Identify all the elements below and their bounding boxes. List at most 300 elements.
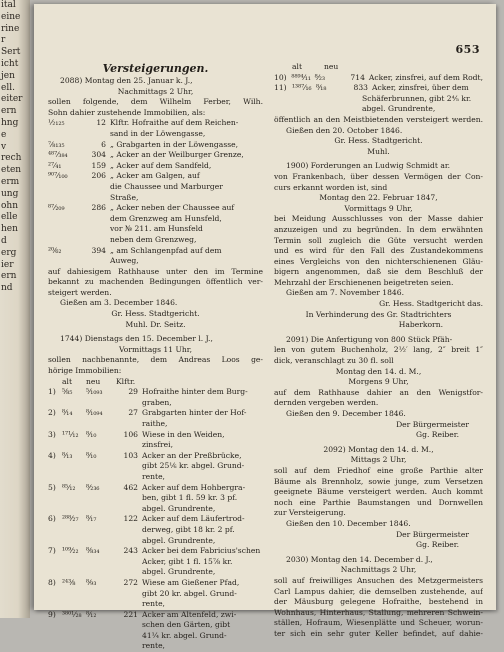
lot-area: 304 — [91, 150, 106, 160]
lot-old-parcel — [62, 398, 86, 409]
lot-old-parcel — [62, 631, 86, 642]
lot-row — [48, 610, 263, 621]
lot-area: 12 — [96, 118, 106, 128]
lot-table-header-cont — [274, 62, 483, 73]
page-number: 653 — [455, 43, 480, 56]
lot-row — [274, 73, 483, 84]
notice-2091-text: len von gutem Buchenholz, 2½′ lang, 2″ breit 1″ — [274, 345, 483, 355]
header-klafter: Klftr. — [116, 376, 136, 386]
lot-area — [116, 557, 142, 568]
edge-word: rech — [1, 153, 22, 164]
lot-list-loos — [48, 387, 263, 652]
lot-description: graben, — [142, 397, 172, 407]
lot-old-parcel — [62, 472, 86, 483]
edge-word: d — [1, 235, 7, 246]
lot-area: 394 — [91, 245, 106, 255]
lot-row — [48, 536, 263, 547]
lot-description: „ Acker an der Weilburger Grenze, — [110, 150, 244, 160]
lot-description: Straße, — [110, 192, 139, 202]
lot-new-parcel: ⁸⁄₁₀₉₄ — [86, 408, 103, 418]
notice-2092-text: geeignete Bäume versteigert werden. Auch kommt — [274, 487, 483, 497]
notice-2030-time: Nachmittags 2 Uhr, — [340, 565, 417, 575]
lot-number — [48, 641, 62, 652]
notice-1744-text: sollen nachbenannte, dem Andreas Loos ge- — [48, 355, 263, 365]
notice-2088-text: bekannt zu machenden Bedingungen öffentlich ver- — [48, 277, 263, 287]
lot-new-parcel — [86, 557, 116, 568]
lot-new-parcel: ⁸⁄₉₃ — [86, 577, 97, 587]
lot-description: 41¼ kr. abgel. Grund- — [142, 630, 227, 640]
lot-area — [84, 235, 110, 246]
lot-area — [116, 493, 142, 504]
edge-word: eten — [1, 165, 22, 176]
lot-row — [48, 246, 263, 257]
lot-row — [48, 546, 263, 557]
lot-row — [48, 430, 263, 441]
lot-new-parcel — [86, 567, 116, 578]
lot-cont-text: abgel. Grundrente, — [362, 104, 436, 114]
signature-note: In Verhinderung des Gr. Stadtrichters — [305, 309, 452, 319]
lot-area — [116, 536, 142, 547]
lot-old-parcel — [62, 536, 86, 547]
notice-1900-heading: 1900) Forderungen an Ludwig Schmidt ar. — [286, 161, 451, 171]
lot-new-parcel — [86, 419, 116, 430]
lot-number: 2) — [48, 408, 56, 418]
lot-row — [48, 150, 263, 161]
signature-names: Gg. Reiber. — [416, 540, 459, 550]
notice-2092-text: soll auf dem Friedhof eine große Parthie alter — [274, 465, 483, 475]
notice-1900-text: anzuzeigen und zu begründen. In dem erwähnten — [274, 224, 483, 234]
lot-old-parcel: ¹⁷¹⁄₁₂ — [62, 429, 79, 439]
lot-description: „ Acker neben der Chaussee auf — [110, 203, 235, 213]
lot-row — [274, 83, 483, 94]
notice-2091-heading: 2091) Die Anfertigung von 800 Stück Pfäh- — [286, 334, 453, 344]
lot-description: „ Acker auf dem Sandfeld, — [110, 160, 212, 170]
lot-new-parcel — [86, 536, 116, 547]
edge-word: jen — [1, 70, 15, 81]
lot-parcel-number — [48, 182, 84, 193]
section-title: Versteigerungen. — [102, 62, 209, 75]
lot-area: 462 — [123, 482, 138, 492]
lot-row — [48, 419, 263, 430]
lot-description: rente, — [142, 471, 165, 481]
notice-1900-text: und es wird für den Fall des Zustandekommens — [274, 246, 483, 256]
lot-old-parcel — [62, 620, 86, 631]
lot-old-parcel: ²⁸⁸⁄₂₇ — [62, 514, 79, 524]
lot-description: dem Grenzweg am Hunsfeld, — [110, 213, 222, 223]
lot-number: 11) — [274, 83, 287, 93]
lot-area: 243 — [123, 546, 138, 556]
signature-names: Muhl. Dr. Seitz. — [125, 319, 186, 329]
lot-row — [48, 408, 263, 419]
notice-2030-text: ter sich ein sehr guter Keller befindet, auf dahie- — [274, 628, 483, 638]
lot-row — [48, 171, 263, 182]
lot-row — [48, 203, 263, 214]
lot-description: derweg, gibt 18 kr. 2 pf. — [142, 524, 235, 534]
lot-area: 833 — [353, 83, 368, 93]
notice-1900-text: eines Vergleichs von den nichterschienenen Gläu- — [274, 256, 483, 266]
notice-1900-place-date: Gießen am 7. November 1846. — [286, 288, 404, 298]
lot-parcel-number: ²⁷⁄₄₁ — [48, 160, 62, 170]
notice-2030-text: der Mäusburg gelegene Hofraithe, bestehend in — [274, 597, 483, 607]
notice-2030-text: soll auf freiwilliges Ansuchen des Metzgermeisters — [274, 575, 483, 585]
lot-old-parcel: ³⁸⁰¹⁄₂₈ — [62, 609, 82, 619]
lot-area — [84, 224, 110, 235]
notice-2092-time: Mittags 2 Uhr, — [350, 455, 407, 465]
signature-names: Gg. Reiber. — [416, 430, 459, 440]
lot-area — [116, 525, 142, 536]
lot-number: 5) — [48, 482, 56, 492]
lot-description: raithe, — [142, 419, 168, 428]
signature-names: Muhl. — [367, 146, 390, 156]
lot-new-parcel — [86, 631, 116, 642]
lot-row — [48, 620, 263, 631]
lot-row — [48, 461, 263, 472]
lot-area — [116, 461, 142, 472]
lot-row — [48, 451, 263, 462]
lot-row — [48, 472, 263, 483]
lot-old-parcel — [62, 493, 86, 504]
lot-area: 714 — [350, 72, 365, 82]
notice-2088-heading: 2088) Montag den 25. Januar k. J., — [60, 76, 193, 85]
edge-word: eine — [1, 11, 21, 22]
lot-row — [48, 631, 263, 642]
lot-row — [48, 235, 263, 246]
notice-1900-text: bigern angenommen, daß sie dem Beschluß der — [274, 267, 483, 277]
notice-1744-time: Vormittags 11 Uhr, — [119, 344, 192, 354]
lot-new-parcel — [86, 525, 116, 536]
lot-new-parcel: ⁵⁄₁₀₉₃ — [86, 387, 103, 397]
lot-description: abgel. Grundrente, — [142, 567, 216, 577]
lot-number — [48, 493, 62, 504]
lot-old-parcel — [62, 419, 86, 430]
lot-number — [48, 536, 62, 547]
lot-row — [48, 493, 263, 504]
lot-number — [48, 620, 62, 631]
lot-parcel-number: ⁹⁰⁷⁄₁₀₀ — [48, 171, 68, 181]
lot-new-parcel — [86, 641, 116, 652]
notice-2091-text: dernden vergeben werden. — [274, 398, 379, 408]
notice-1900-text: von Frankenbach, über dessen Vermögen der Con- — [274, 171, 483, 181]
edge-word: rine — [1, 23, 20, 34]
lot-row — [48, 161, 263, 172]
lot-list-loos-cont — [274, 73, 483, 94]
lot-area — [116, 599, 142, 610]
notice-2088-time: Nachmittags 2 Uhr, — [117, 86, 194, 96]
lot-number: 8) — [48, 577, 56, 587]
header-new: neu — [324, 62, 339, 71]
lot-number — [48, 631, 62, 642]
lot-area: 103 — [123, 450, 138, 460]
notice-2092-text: Bäume als Brennholz, sowie junge, zum Versetzen — [274, 476, 483, 486]
lot-new-parcel — [86, 398, 116, 409]
lot-row — [48, 641, 263, 652]
notice-1744-heading: 1744) Dienstags den 15. December l. J., — [60, 334, 213, 344]
lot-number — [48, 472, 62, 483]
lot-new-parcel — [86, 493, 116, 504]
lot-list-ferber — [48, 118, 263, 266]
lot-parcel-number — [48, 193, 84, 204]
lot-description: Auweg, — [110, 256, 139, 266]
edge-word: eiter — [1, 94, 23, 105]
lot-description: zinsfrei, — [142, 440, 173, 450]
lot-old-parcel — [62, 641, 86, 652]
signature-court: Gr. Hess. Stadtgericht das. — [379, 299, 483, 309]
lot-description: sand in der Löwengasse, — [110, 128, 206, 138]
lot-description: abgel. Grundrente, — [142, 503, 216, 513]
edge-word: Sert — [1, 47, 21, 58]
signature-court: Gr. Hess. Stadtgericht. — [334, 136, 423, 146]
lot-row — [48, 483, 263, 494]
lot-row — [48, 589, 263, 600]
lot-description: „ Grabgarten in der Löwengasse, — [110, 139, 239, 149]
lot-description: abgel. Grundrente, — [142, 535, 216, 545]
lot-area — [116, 472, 142, 483]
notice-1900-text: Mehrzahl der Erschienenen beigetreten seien. — [274, 277, 454, 287]
lot-area: 159 — [91, 160, 106, 170]
lot-area — [116, 440, 142, 451]
notice-2091-text: auf dem Rathhause dahier an den Wenigstfor- — [274, 387, 483, 397]
lot-parcel-number: ²⁰⁄₆₂ — [48, 245, 62, 255]
lot-new-parcel: ⁸⁄₁₈ — [316, 83, 327, 93]
lot-area — [84, 129, 110, 140]
lot-description: Acker, zinsfrei, über dem — [372, 83, 469, 93]
lot-row — [48, 525, 263, 536]
notice-2091-date: Montag den 14. d. M., — [335, 366, 422, 376]
lot-description: ben, gibt 1 fl. 59 kr. 3 pf. — [142, 493, 238, 503]
lot-area: 221 — [123, 609, 138, 619]
notice-2091-text: dick, veranschlagt zu 30 fl. soll — [274, 356, 394, 366]
lot-old-parcel — [62, 461, 86, 472]
lot-row — [48, 440, 263, 451]
lot-area — [116, 504, 142, 515]
lot-parcel-number: ⅞₁₃₅ — [48, 139, 65, 149]
lot-number — [48, 567, 62, 578]
lot-description: Klftr. Hofraithe auf dem Reichen- — [110, 118, 239, 128]
lot-description: Wiese in den Weiden, — [142, 429, 225, 439]
edge-word: erg — [1, 247, 17, 258]
lot-area: 29 — [128, 387, 138, 397]
edge-word: ern — [1, 271, 17, 282]
lot-description: schen den Gärten, gibt — [142, 620, 231, 630]
lot-description: Acker, gibt 1 fl. 15⅞ kr. — [142, 556, 233, 566]
notice-2092-text: noch eine Parthie Baumstangen und Dornwellen — [274, 497, 483, 507]
notice-2088-text: auf dahiesigem Rathhause unter den im Termine — [48, 266, 263, 276]
lot-old-parcel: ⁸⁵⁄₁₂ — [62, 482, 76, 492]
lot-row — [48, 514, 263, 525]
lot-description: vor № 211. am Hunsfeld — [110, 224, 203, 234]
lot-row — [48, 387, 263, 398]
lot-row — [48, 118, 263, 129]
lot-description: Acker an der Preßbrücke, — [142, 450, 242, 460]
lot-description: Grabgarten hinter der Hof- — [142, 408, 247, 418]
notice-2091-time: Morgens 9 Uhr, — [348, 377, 409, 387]
notice-1744-date: Gießen den 20. October 1846. — [286, 125, 403, 135]
lot-number — [48, 504, 62, 515]
adjacent-page-edge — [0, 0, 30, 618]
lot-description: rente, — [142, 599, 165, 609]
lot-description: Acker auf dem Hohbergra- — [142, 482, 246, 492]
lot-area — [116, 567, 142, 578]
lot-new-parcel: ⁸⁄₁₇ — [86, 514, 97, 524]
notice-1900-time: Vormittags 9 Uhr, — [344, 203, 413, 213]
lot-number — [48, 440, 62, 451]
lot-old-parcel — [62, 504, 86, 515]
lot-row — [48, 182, 263, 193]
lot-description: gibt 25⅙ kr. abgel. Grund- — [142, 461, 245, 471]
signature-names: Haberkorn. — [398, 320, 443, 330]
notice-2030-heading: 2030) Montag den 14. December d. J., — [286, 554, 433, 564]
notice-2092-text: zur Versteigerung. — [274, 508, 346, 518]
edge-word: ohn — [1, 200, 19, 211]
lot-number — [48, 589, 62, 600]
lot-description: rente, — [142, 641, 165, 651]
notice-2030-text: Wohnhaus, Hinterhaus, Stallung, mehreren Schwein- — [274, 607, 483, 617]
notice-2092-place-date: Gießen den 10. December 1846. — [286, 518, 411, 528]
lot-description: gibt 20 kr. abgel. Grund- — [142, 588, 237, 598]
signature-title: Der Bürgermeister — [396, 529, 469, 539]
header-old: alt — [62, 376, 73, 386]
lot-new-parcel — [86, 461, 116, 472]
lot-number — [48, 557, 62, 568]
lot-new-parcel — [86, 504, 116, 515]
lot-old-parcel: ⁸⁸⁹⁴⁄₁₁ — [291, 72, 311, 82]
lot-new-parcel — [86, 620, 116, 631]
lot-row — [48, 140, 263, 151]
lot-old-parcel: ⁸⁄₁₄ — [62, 408, 73, 418]
lot-area — [84, 193, 110, 204]
lot-row — [48, 398, 263, 409]
lot-area: 272 — [123, 577, 138, 587]
right-column — [274, 62, 483, 639]
notice-2092-heading: 2092) Montag den 14. d. M., — [323, 444, 434, 454]
edge-word: ell. — [1, 82, 15, 93]
lot-new-parcel: ⁸⁄₁₀ — [86, 450, 97, 460]
lot-area: 6 — [101, 139, 106, 149]
lot-old-parcel — [62, 525, 86, 536]
edge-word: icht — [1, 58, 19, 69]
lot-new-parcel: ⁸⁄₂₃ — [314, 72, 326, 82]
edge-word: e — [1, 129, 7, 140]
lot-area: 286 — [91, 203, 106, 213]
book-page — [34, 4, 496, 651]
lot-old-parcel: ²⁴³⁄₈ — [62, 577, 76, 587]
signature-title: Der Bürgermeister — [396, 419, 469, 429]
lot-new-parcel — [86, 599, 116, 610]
lot-number: 7) — [48, 546, 56, 556]
left-column — [48, 62, 263, 652]
lot-old-parcel — [62, 589, 86, 600]
notice-2091-place-date: Gießen den 9. December 1846. — [286, 409, 406, 418]
lot-row — [48, 504, 263, 515]
edge-word: ier — [1, 259, 14, 270]
lot-area: 122 — [123, 514, 138, 524]
notice-1900-text: bei Meidung Ausschlusses von der Masse dahier — [274, 214, 483, 224]
lot-number — [48, 461, 62, 472]
lot-new-parcel: ⁸⁄₁₀ — [86, 429, 97, 439]
edge-word: ern — [1, 106, 17, 117]
lot-area — [116, 589, 142, 600]
lot-area — [84, 214, 110, 225]
edge-word: hng — [1, 117, 19, 128]
lot-description: Acker am Altenfeld, zwi- — [142, 609, 237, 619]
lot-description: „ am Schlangenpfad auf dem — [110, 245, 222, 255]
lot-row — [48, 224, 263, 235]
lot-parcel-number — [48, 129, 84, 140]
lot-row — [48, 567, 263, 578]
notice-2088-date: Gießen am 3. December 1846. — [60, 298, 178, 308]
lot-description: „ Acker am Galgen, auf — [110, 171, 200, 181]
lot-old-parcel: ⁸⁄₁₃ — [62, 450, 73, 460]
lot-old-parcel — [62, 440, 86, 451]
lot-new-parcel — [86, 589, 116, 600]
lot-number: 3) — [48, 429, 56, 439]
lot-table-header — [48, 377, 263, 388]
lot-area — [116, 641, 142, 652]
lot-area: 206 — [91, 171, 106, 181]
lot-area — [116, 620, 142, 631]
notice-1900-text: Termin soll zugleich die Güte versucht werden — [274, 235, 483, 245]
lot-new-parcel: ⁸⁄₈₃₄ — [86, 546, 100, 556]
notice-2030-text: Carl Lampus dahier, die demselben zustehende, auf — [274, 586, 483, 596]
lot-row — [48, 129, 263, 140]
lot-old-parcel — [62, 599, 86, 610]
header-new: neu — [86, 376, 101, 386]
edge-word: ung — [1, 188, 19, 199]
lot-number — [48, 599, 62, 610]
edge-word: r — [1, 35, 6, 46]
lot-old-parcel — [62, 557, 86, 568]
lot-row — [48, 578, 263, 589]
lot-area — [84, 256, 110, 267]
lot-cont-text: Schäferbrunnen, gibt 2⅘ kr. — [362, 93, 472, 103]
edge-word: elle — [1, 212, 18, 223]
edge-word: nd — [1, 283, 13, 294]
lot-old-parcel — [62, 567, 86, 578]
lot-parcel-number — [48, 256, 84, 267]
lot-parcel-number: ⁴⁸⁷⁄₃₈₄ — [48, 150, 68, 160]
lot-old-parcel: ⁵⁄₈₅ — [62, 387, 73, 397]
lot-row — [48, 599, 263, 610]
lot-parcel-number: ½₁₂₅ — [48, 118, 65, 128]
notice-1744-text: hörige Immobilien: — [48, 366, 122, 376]
lot-area — [84, 182, 110, 193]
lot-old-parcel: ¹⁰⁹⁄₂₂ — [62, 546, 79, 556]
header-old: alt — [292, 62, 303, 71]
notice-2088-text: Sohn dahier zustehende Immobilien, als: — [48, 107, 206, 117]
lot-old-parcel: ¹³⁸⁷⁄₁₆ — [292, 83, 312, 93]
notice-2030-text: ställen, Hofraum, Wiesenplätte und Scheuer, worun- — [274, 618, 483, 628]
lot-description: Acker auf dem Läufertrod- — [142, 514, 245, 524]
lot-description: die Chaussee und Marburger — [110, 181, 223, 191]
lot-parcel-number — [48, 214, 84, 225]
notice-1900-text: curs erkannt worden ist, sind — [274, 182, 388, 192]
lot-number: 1) — [48, 387, 56, 397]
lot-description: Hofraithe hinter dem Burg- — [142, 387, 248, 397]
edge-word: ital — [1, 0, 16, 10]
lot-new-parcel: ⁸⁄₂₃₆ — [86, 482, 100, 492]
lot-parcel-number: ⁸⁷⁄₂₀₉ — [48, 203, 65, 213]
lot-row — [48, 214, 263, 225]
lot-number: 10) — [274, 72, 287, 82]
lot-new-parcel — [86, 472, 116, 483]
edge-word: v — [1, 141, 7, 152]
lot-number — [48, 419, 62, 430]
notice-2088-text: steigert werden. — [48, 287, 112, 297]
lot-description: Wiese am Gießener Pfad, — [142, 577, 240, 587]
lot-new-parcel — [86, 440, 116, 451]
lot-number — [48, 525, 62, 536]
lot-description: Acker bei dem Fabricius'schen — [142, 546, 261, 556]
